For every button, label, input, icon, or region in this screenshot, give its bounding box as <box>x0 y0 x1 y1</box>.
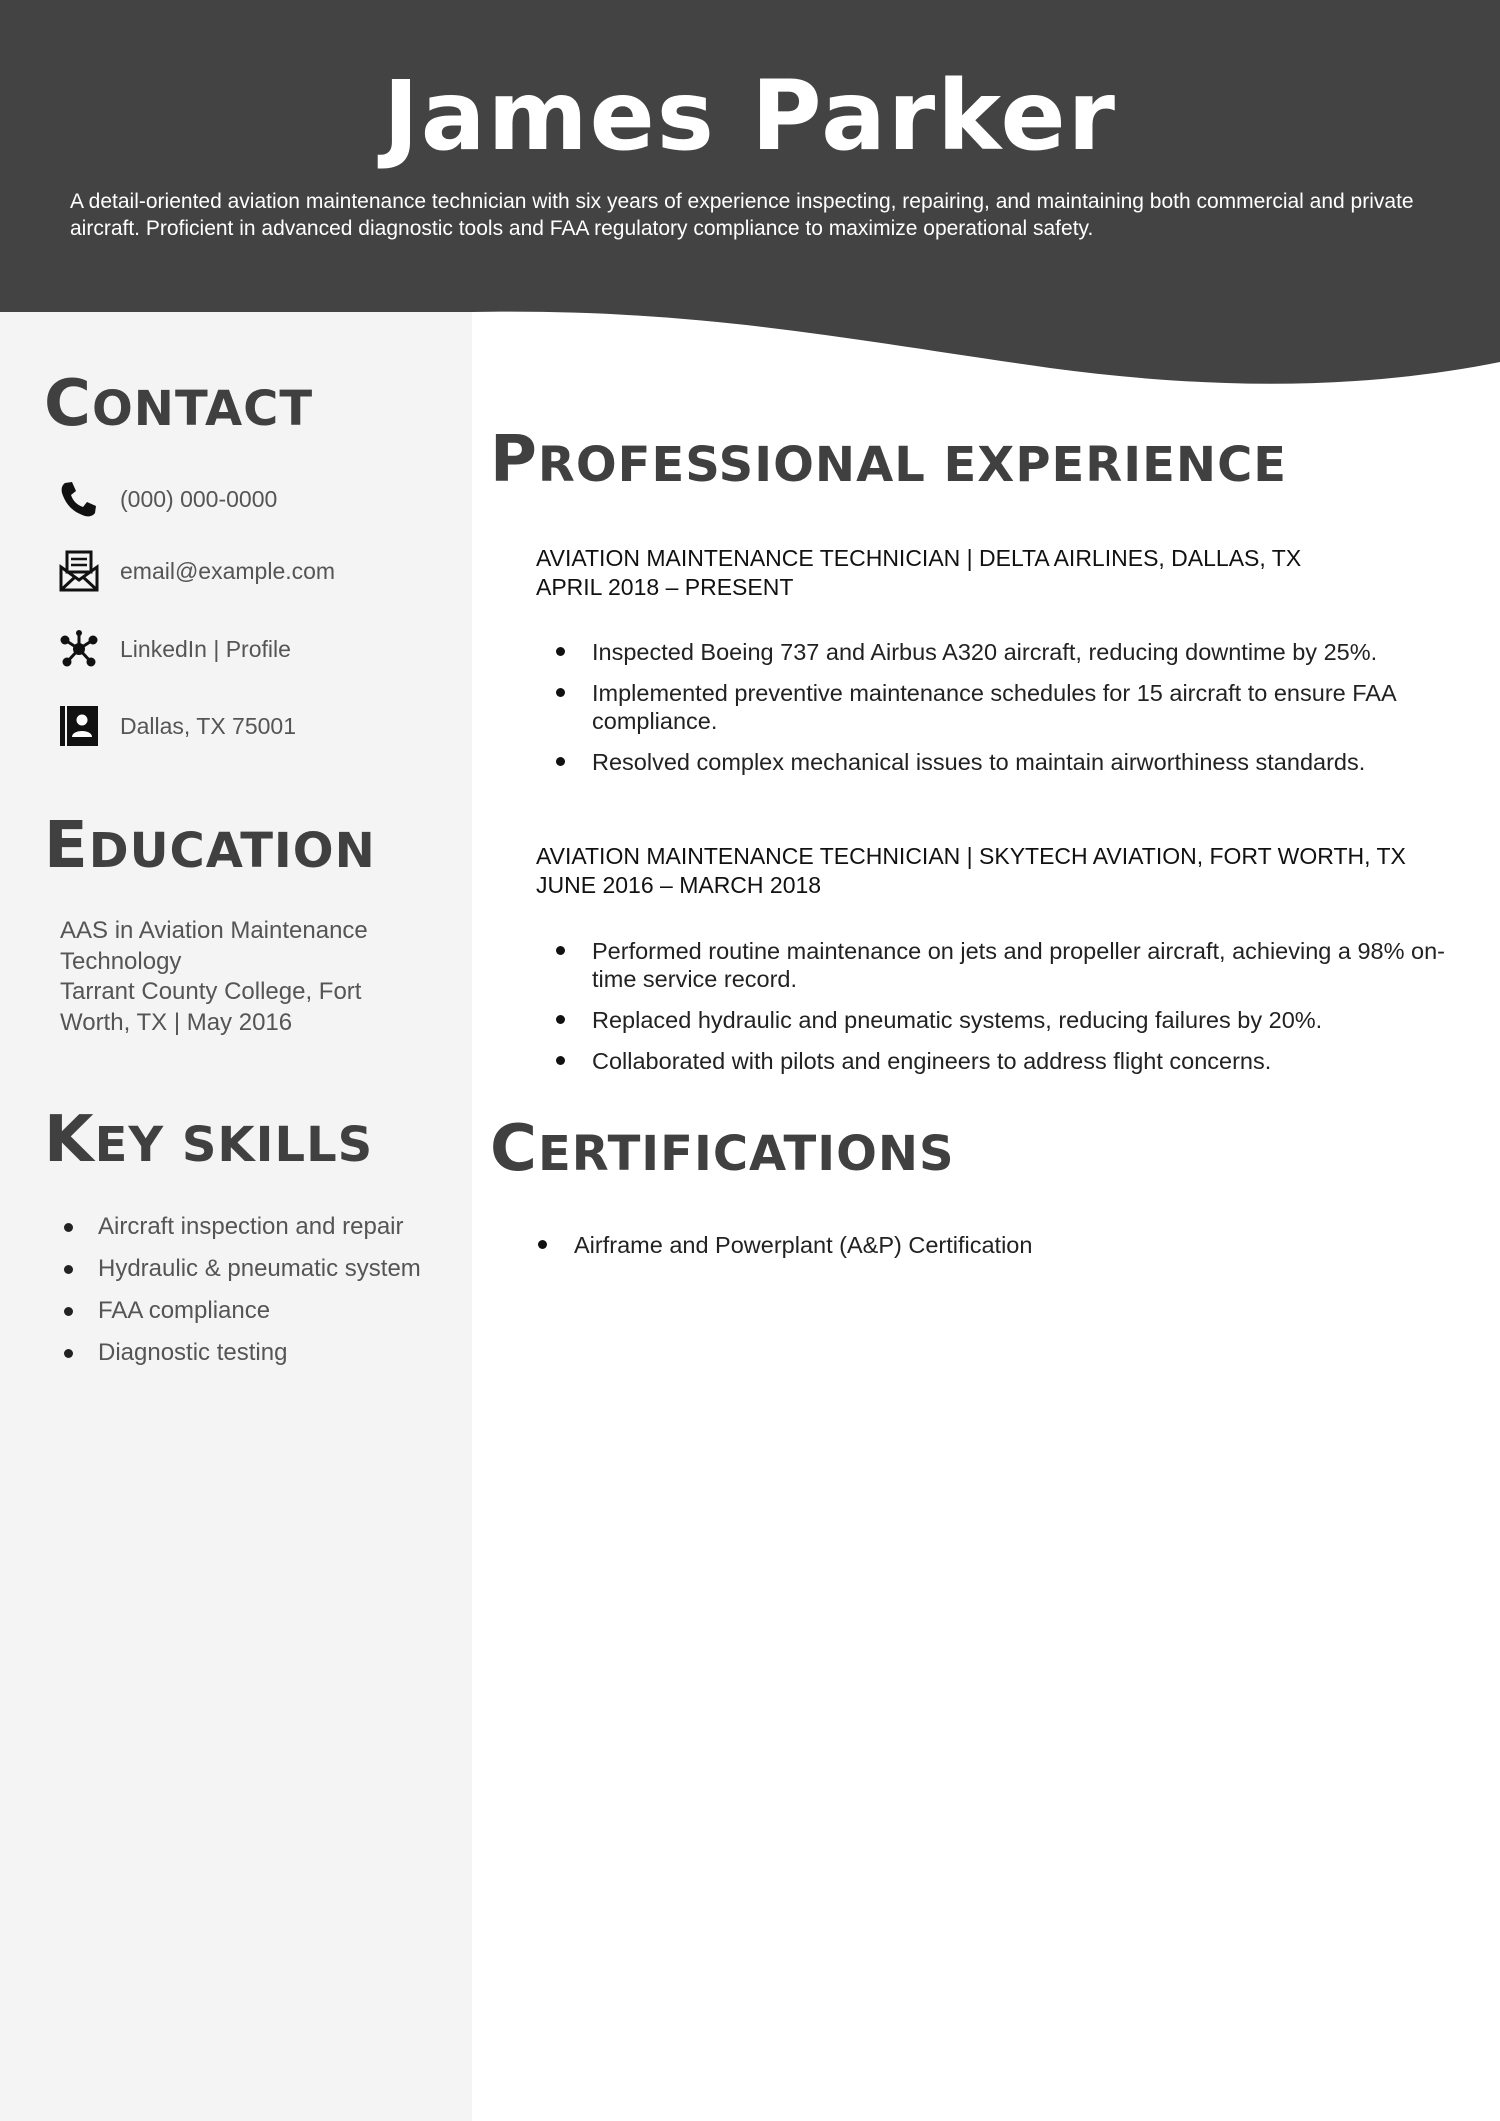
key-skills-heading: KEY SKILLS <box>44 1103 374 1177</box>
job-1-bullets <box>552 638 1452 789</box>
profile-summary: A detail-oriented aviation maintenance technician with six years of experience inspecting, repairing, and maintaining both commercial and private aircraft. Proficient in advanced diagnostic tools and FAA regulatory compliance to maximize operational safety. <box>70 190 1414 240</box>
contact-card-icon <box>58 705 100 747</box>
list-item: Resolved complex mechanical issues to maintain airworthiness standards. <box>552 748 1452 776</box>
list-item: Airframe and Powerplant (A&P) Certification <box>534 1231 1434 1259</box>
job-1-dates: APRIL 2018 – PRESENT <box>536 574 794 600</box>
email-address[interactable]: email@example.com <box>120 557 336 584</box>
phone-number[interactable]: (000) 000-0000 <box>120 485 278 512</box>
list-item: Collaborated with pilots and engineers to address flight concerns. <box>552 1047 1452 1075</box>
contact-phone <box>58 478 277 520</box>
list-item: Inspected Boeing 737 and Airbus A320 aircraft, reducing downtime by 25%. <box>552 638 1452 666</box>
job-2-header <box>536 842 1406 900</box>
job-2-bullets <box>552 937 1452 1088</box>
degree: AAS in Aviation Maintenance Technology <box>60 917 368 975</box>
list-item: Performed routine maintenance on jets and propeller aircraft, achieving a 98% on-time service record. <box>552 937 1452 993</box>
skills-list <box>62 1213 422 1381</box>
candidate-name: James Parker <box>383 60 1117 172</box>
education-heading: EDUCATION <box>44 809 376 883</box>
contact-heading: CONTACT <box>44 367 314 441</box>
contact-email <box>58 550 335 592</box>
job-2-dates: JUNE 2016 – MARCH 2018 <box>536 872 822 898</box>
phone-icon <box>58 478 100 520</box>
skill-item: Aircraft inspection and repair <box>62 1213 422 1241</box>
certifications-list <box>534 1231 1434 1272</box>
contact-linkedin <box>58 628 291 670</box>
location: Dallas, TX 75001 <box>120 712 297 739</box>
skill-item: FAA compliance <box>62 1297 422 1325</box>
job-1-title: AVIATION MAINTENANCE TECHNICIAN | DELTA AIRLINES, DALLAS, TX <box>536 545 1302 571</box>
experience-heading: PROFESSIONAL EXPERIENCE <box>490 423 1288 497</box>
school: Tarrant County College, Fort Worth, TX | May 2016 <box>60 978 362 1036</box>
skill-item: Hydraulic & pneumatic system <box>62 1255 422 1283</box>
job-1-header <box>536 544 1301 602</box>
envelope-icon <box>58 550 100 592</box>
network-icon <box>58 628 100 670</box>
contact-location <box>58 705 296 747</box>
linkedin-link[interactable]: LinkedIn | Profile <box>120 635 291 662</box>
education-entry <box>60 916 400 1038</box>
skill-item: Diagnostic testing <box>62 1339 422 1367</box>
certifications-heading: CERTIFICATIONS <box>490 1112 955 1186</box>
list-item: Replaced hydraulic and pneumatic systems, reducing failures by 20%. <box>552 1006 1452 1034</box>
list-item: Implemented preventive maintenance schedules for 15 aircraft to ensure FAA compliance. <box>552 679 1452 735</box>
job-2-title: AVIATION MAINTENANCE TECHNICIAN | SKYTECH AVIATION, FORT WORTH, TX <box>536 843 1406 869</box>
